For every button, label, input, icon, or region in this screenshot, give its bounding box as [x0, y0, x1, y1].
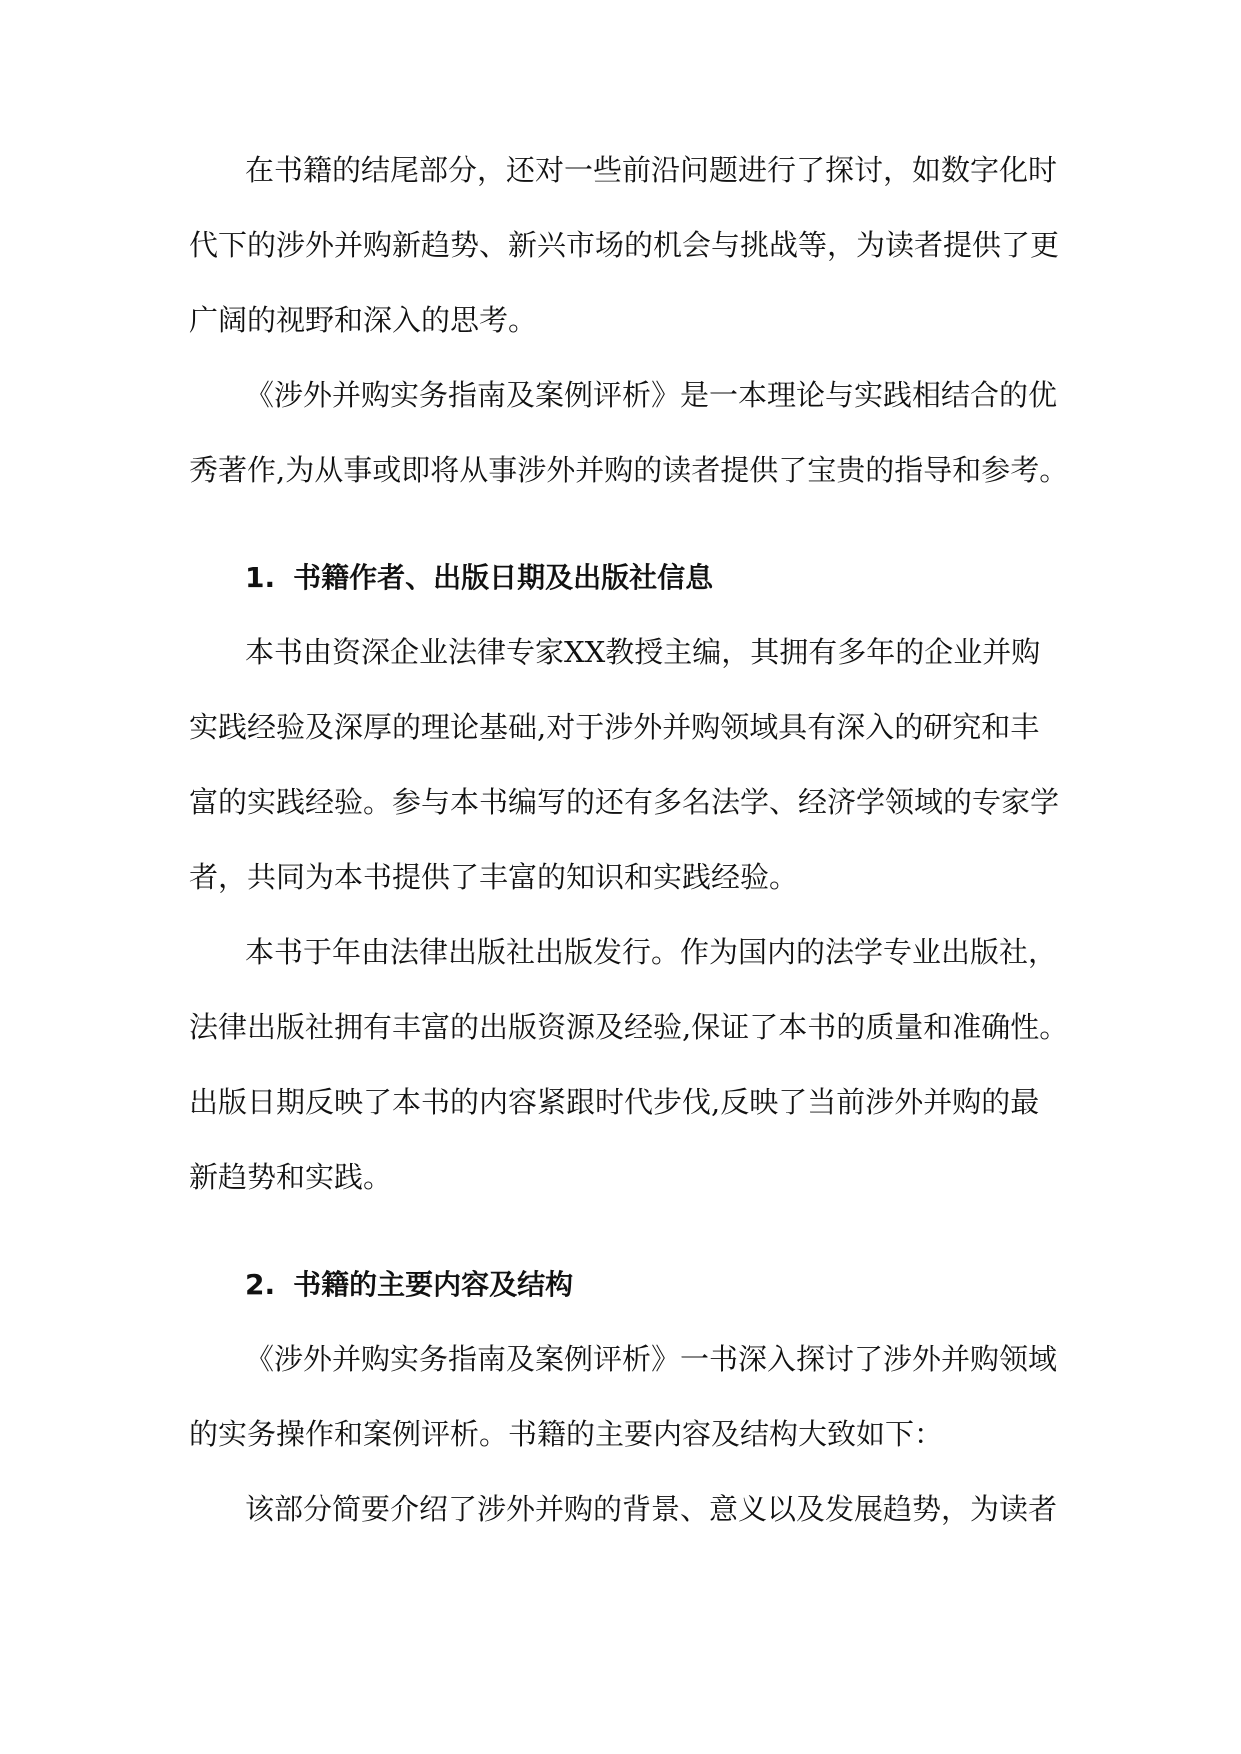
paragraph-line: 广阔的视野和深入的思考。: [189, 303, 538, 337]
paragraph-line: 《涉外并购实务指南及案例评析》是一本理论与实践相结合的优: [245, 378, 1058, 412]
paragraph-line: 的实务操作和案例评析。书籍的主要内容及结构大致如下：: [189, 1417, 944, 1451]
paragraph-line: 法律出版社拥有丰富的出版资源及经验,保证了本书的质量和准确性。: [189, 1010, 1069, 1044]
paragraph-line: 新趋势和实践。: [189, 1160, 393, 1194]
paragraph-line: 出版日期反映了本书的内容紧跟时代步伐,反映了当前涉外并购的最: [189, 1085, 1040, 1119]
paragraph-line: 者，共同为本书提供了丰富的知识和实践经验。: [189, 860, 799, 894]
section-number: 2.: [245, 1268, 276, 1301]
section-title: 书籍的主要内容及结构: [293, 1268, 574, 1301]
paragraph-line: 该部分简要介绍了涉外并购的背景、意义以及发展趋势，为读者: [245, 1492, 1058, 1526]
section-number: 1.: [245, 561, 276, 594]
paragraph-line: 在书籍的结尾部分，还对一些前沿问题进行了探讨，如数字化时: [245, 153, 1058, 187]
section-title: 书籍作者、出版日期及出版社信息: [293, 561, 714, 594]
paragraph-line: 富的实践经验。参与本书编写的还有多名法学、经济学领域的专家学: [189, 785, 1060, 819]
paragraph-line: 秀著作,为从事或即将从事涉外并购的读者提供了宝贵的指导和参考。: [189, 453, 1069, 487]
paragraph-line: 代下的涉外并购新趋势、新兴市场的机会与挑战等，为读者提供了更: [189, 228, 1060, 262]
paragraph-line: 本书由资深企业法律专家XX教授主编，其拥有多年的企业并购: [245, 635, 1041, 669]
paragraph-line: 本书于年由法律出版社出版发行。作为国内的法学专业出版社，: [245, 935, 1058, 969]
section-heading: [0, 1265, 1241, 1305]
paragraph-line: 《涉外并购实务指南及案例评析》一书深入探讨了涉外并购领域: [245, 1342, 1058, 1376]
paragraph-line: 实践经验及深厚的理论基础,对于涉外并购领域具有深入的研究和丰: [189, 710, 1040, 744]
section-heading: [0, 558, 1241, 598]
